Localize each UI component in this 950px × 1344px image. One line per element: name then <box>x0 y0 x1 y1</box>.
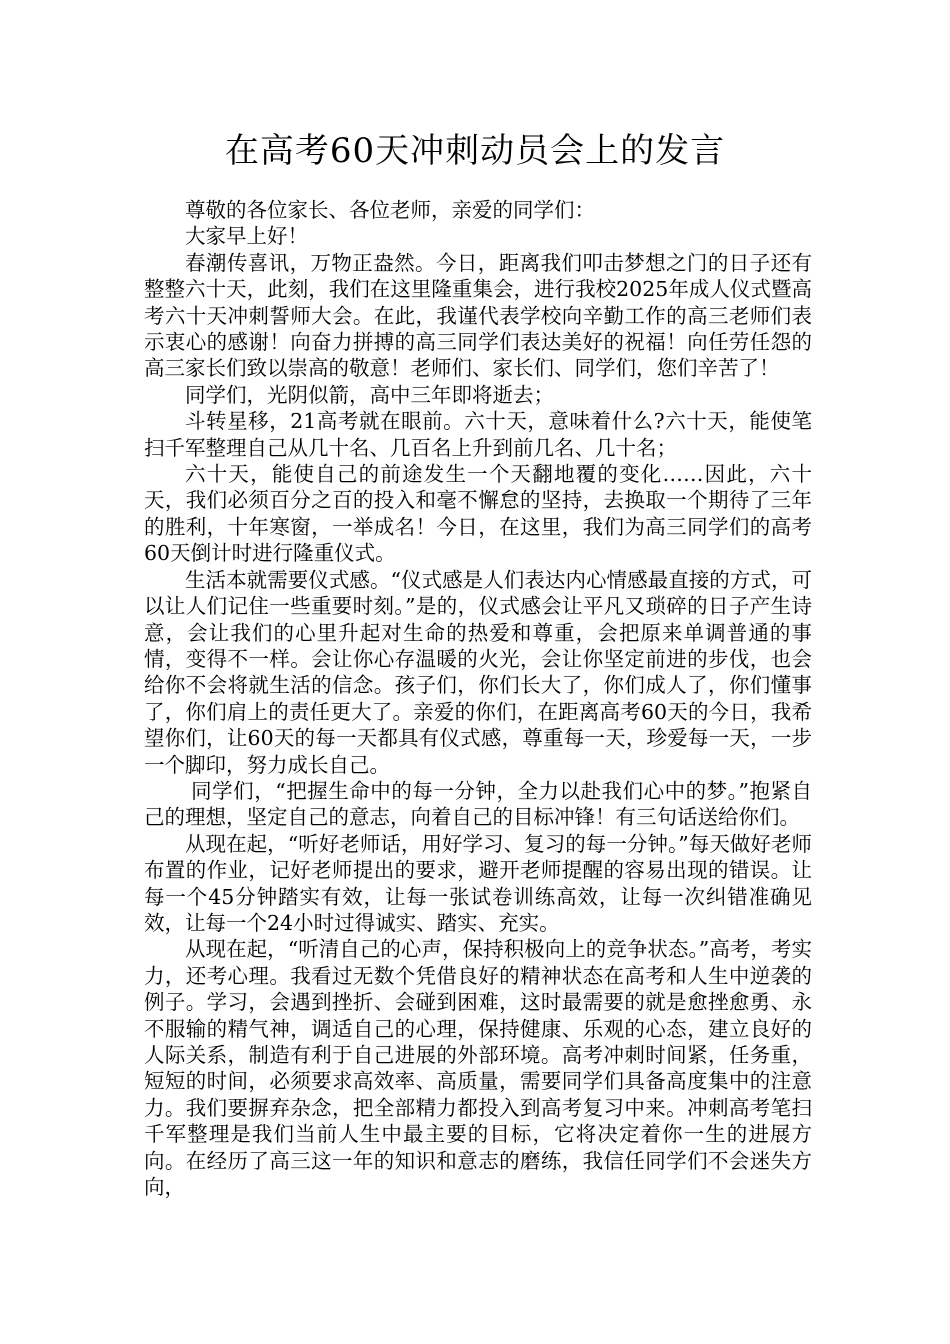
paragraph: 斗转星移，21高考就在眼前。六十天，意味着什么?六十天，能使笔扫千军整理自己从几十名、几百名上升到前几名、几十名； <box>144 409 812 460</box>
paragraph: 春潮传喜讯，万物正盎然。今日，距离我们叩击梦想之门的日子还有整整六十天，此刻，我们在这里隆重集会，进行我校2025年成人仪式暨高考六十天冲刺誓师大会。在此，我谨代表学校向辛勤工作的高三老师们表示衷心的感谢！向奋力拼搏的高三同学们表达美好的祝福！向任劳任怨的高三家长们致以崇高的敬意！老师们、家长们、同学们，您们辛苦了！ <box>144 250 812 381</box>
document-body <box>144 197 812 1200</box>
paragraph: 从现在起，“听清自己的心声，保持积极向上的竞争状态。”高考，考实力，还考心理。我看过无数个凭借良好的精神状态在高考和人生中逆袭的例子。学习，会遇到挫折、会碰到困难，这时最需要的就是愈挫愈勇、永不服输的精气神，调适自己的心理，保持健康、乐观的心态，建立良好的人际关系，制造有利于自己进展的外部环境。高考冲刺时间紧，任务重，短短的时间，必须要求高效率、高质量，需要同学们具备高度集中的注意力。我们要摒弃杂念，把全部精力都投入到高考复习中来。冲刺高考笔扫千军整理是我们当前人生中最主要的目标，它将决定着你一生的进展方向。在经历了高三这一年的知识和意志的磨练，我信任同学们不会迷失方向， <box>144 937 812 1200</box>
paragraph-greeting: 大家早上好！ <box>185 224 308 249</box>
paragraph: 从现在起，“听好老师话，用好学习、复习的每一分钟。”每天做好老师布置的作业，记好老师提出的要求，避开老师提醒的容易出现的错误。让每一个45分钟踏实有效，让每一张试卷训练高效，让每一次纠错准确见效，让每一个24小时过得诚实、踏实、充实。 <box>144 831 812 935</box>
document-title: 在高考60天冲刺动员会上的发言 <box>224 131 726 171</box>
paragraph: 六十天，能使自己的前途发生一个天翻地覆的变化……因此，六十天，我们必须百分之百的投入和毫不懈怠的坚持，去换取一个期待了三年的胜利，十年寒窗，一举成名！今日，在这里，我们为高三同学们的高考60天倒计时进行隆重仪式。 <box>144 462 812 566</box>
paragraph: 同学们，光阴似箭，高中三年即将逝去； <box>185 382 554 407</box>
paragraph: 同学们，“把握生命中的每一分钟，全力以赴我们心中的梦。”抱紧自己的理想，坚定自己的意志，向着自己的目标冲锋！有三句话送给你们。 <box>144 778 812 830</box>
paragraph-salutation: 尊敬的各位家长、各位老师，亲爱的同学们： <box>185 198 595 222</box>
paragraph: 生活本就需要仪式感。“仪式感是人们表达内心情感最直接的方式，可以让人们记住一些重要时刻。”是的，仪式感会让平凡又琐碎的日子产生诗意，会让我们的心里升起对生命的热爱和尊重，会把原来单调普通的事情，变得不一样。会让你心存温暖的火光，会让你坚定前进的步伐，也会给你不会将就生活的信念。孩子们，你们长大了，你们成人了，你们懂事了，你们肩上的责任更大了。亲爱的你们，在距离高考60天的今日，我希望你们，让60天的每一天都具有仪式感，尊重每一天，珍爱每一天，一步一个脚印，努力成长自己。 <box>144 567 812 777</box>
